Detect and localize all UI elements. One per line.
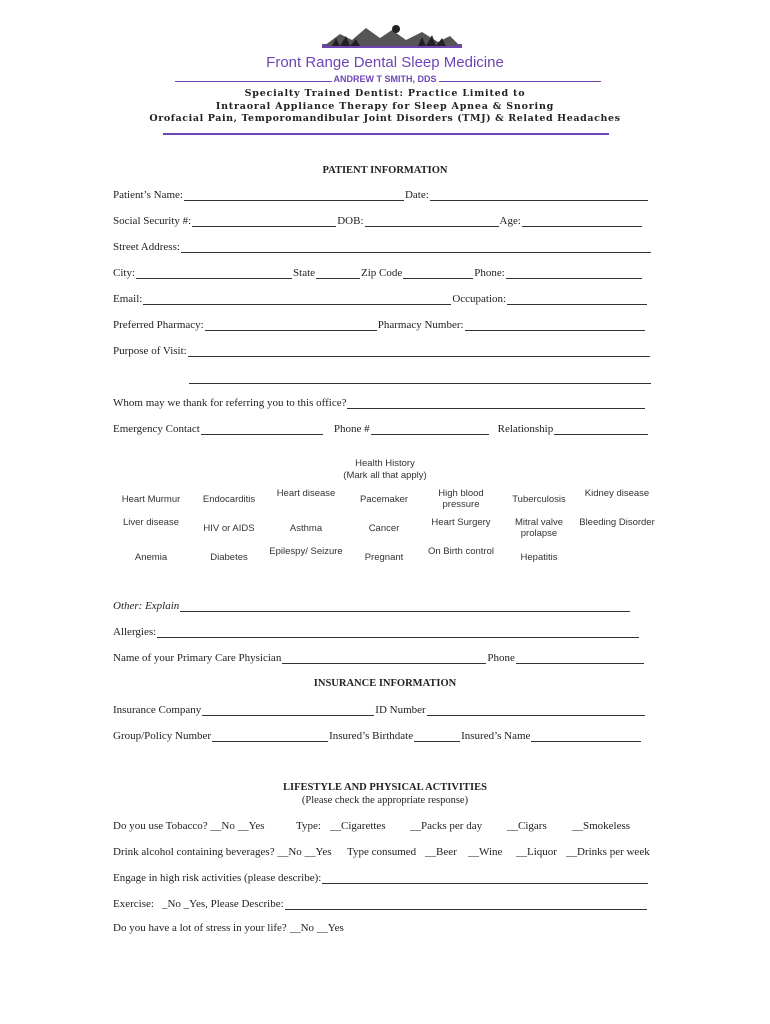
condition-checkbox[interactable]: HIV or AIDS xyxy=(203,523,255,534)
insurance-heading: INSURANCE INFORMATION xyxy=(313,678,457,689)
tobacco-type-label: Type: xyxy=(296,820,321,832)
purpose-field[interactable] xyxy=(188,345,650,357)
id-number-label: ID Number xyxy=(375,704,426,716)
row-city xyxy=(113,267,643,279)
pharmacy-label: Preferred Pharmacy: xyxy=(113,319,204,331)
physician-field[interactable] xyxy=(282,652,486,664)
ssn-label: Social Security #: xyxy=(113,215,192,227)
header-divider xyxy=(163,133,609,135)
other-explain-field[interactable] xyxy=(180,600,630,612)
health-history-subtitle: (Mark all that apply) xyxy=(343,470,427,481)
condition-checkbox[interactable]: Mitral valve prolapse xyxy=(514,517,564,539)
tobacco-question: Do you use Tobacco? __No __Yes xyxy=(113,820,265,832)
condition-checkbox[interactable]: Tuberculosis xyxy=(512,494,566,505)
condition-checkbox[interactable]: Pacemaker xyxy=(359,494,409,505)
phone-label: Phone: xyxy=(474,267,505,279)
emergency-phone-label: Phone # xyxy=(333,423,370,435)
phone-field[interactable] xyxy=(506,267,642,279)
row-name-date xyxy=(113,189,649,201)
row-group xyxy=(113,730,642,742)
patient-info-heading: PATIENT INFORMATION xyxy=(322,165,448,176)
emergency-field[interactable] xyxy=(201,423,323,435)
email-field[interactable] xyxy=(143,293,451,305)
physician-phone-field[interactable] xyxy=(516,652,644,664)
lifestyle-heading: LIFESTYLE AND PHYSICAL ACTIVITIES xyxy=(283,782,487,793)
insured-name-label: Insured’s Name xyxy=(461,730,531,742)
condition-checkbox[interactable]: Endocarditis xyxy=(202,494,256,505)
row-exercise xyxy=(113,898,648,910)
purpose-label: Purpose of Visit: xyxy=(113,345,187,357)
age-field[interactable] xyxy=(522,215,642,227)
birthdate-label: Insured’s Birthdate xyxy=(329,730,414,742)
mountain-logo xyxy=(322,24,462,50)
occupation-label: Occupation: xyxy=(452,293,507,305)
smokeless-option[interactable]: __Smokeless xyxy=(572,820,631,832)
pharmacy-number-label: Pharmacy Number: xyxy=(377,319,464,331)
condition-checkbox[interactable]: Heart Murmur xyxy=(121,494,181,505)
row-street xyxy=(113,241,652,253)
dob-field[interactable] xyxy=(365,215,499,227)
high-risk-field[interactable] xyxy=(322,872,648,884)
condition-checkbox[interactable]: Heart Surgery xyxy=(431,517,491,528)
health-history-title: Health History xyxy=(355,458,415,469)
referral-label: Whom may we thank for referring you to this office? xyxy=(113,397,347,409)
city-field[interactable] xyxy=(136,267,292,279)
row-purpose xyxy=(113,345,651,357)
condition-checkbox[interactable]: Heart disease xyxy=(276,488,336,499)
emergency-phone-field[interactable] xyxy=(371,423,489,435)
exercise-label: Exercise: xyxy=(113,898,154,910)
date-label: Date: xyxy=(404,189,429,201)
birthdate-field[interactable] xyxy=(414,730,460,742)
street-field[interactable] xyxy=(181,241,651,253)
dentist-name: ANDREW T SMITH, DDS xyxy=(333,74,437,84)
emergency-label: Emergency Contact xyxy=(113,423,200,435)
alcohol-question: Drink alcohol containing beverages? __No __Yes xyxy=(113,846,332,858)
row-insurance-company xyxy=(113,704,646,716)
row-high-risk xyxy=(113,872,649,884)
insurance-company-field[interactable] xyxy=(202,704,374,716)
condition-checkbox[interactable]: Asthma xyxy=(289,523,323,534)
condition-checkbox[interactable]: Cancer xyxy=(368,523,400,534)
condition-checkbox[interactable]: Hepatitis xyxy=(520,552,558,563)
beer-option[interactable]: __Beer xyxy=(425,846,457,858)
specialty-line-1: Specialty Trained Dentist: Practice Limited to xyxy=(244,88,526,99)
row-allergies xyxy=(113,626,640,638)
row-pharmacy xyxy=(113,319,646,331)
zip-label: Zip Code xyxy=(361,267,403,279)
condition-checkbox[interactable]: Kidney disease xyxy=(584,488,650,499)
allergies-field[interactable] xyxy=(157,626,639,638)
physician-phone-label: Phone xyxy=(487,652,515,664)
relationship-field[interactable] xyxy=(554,423,648,435)
city-label: City: xyxy=(113,267,136,279)
allergies-label: Allergies: xyxy=(113,626,157,638)
row-email xyxy=(113,293,648,305)
insured-name-field[interactable] xyxy=(531,730,641,742)
relationship-label: Relationship xyxy=(497,423,554,435)
condition-checkbox[interactable]: High blood pressure xyxy=(438,488,484,510)
pharmacy-field[interactable] xyxy=(205,319,377,331)
drinks-per-week-option[interactable]: __Drinks per week xyxy=(566,846,650,858)
cigars-option[interactable]: __Cigars xyxy=(507,820,547,832)
high-risk-label: Engage in high risk activities (please describe): xyxy=(113,872,322,884)
row-physician xyxy=(113,652,645,664)
patient-name-label: Patient’s Name: xyxy=(113,189,183,201)
purpose-field-line-2[interactable] xyxy=(189,372,651,384)
row-referral xyxy=(113,397,646,409)
row-ssn xyxy=(113,215,643,227)
patient-name-field[interactable] xyxy=(184,189,404,201)
stress-question: Do you have a lot of stress in your life? __No __Yes xyxy=(113,922,344,934)
email-label: Email: xyxy=(113,293,143,305)
lifestyle-subtitle: (Please check the appropriate response) xyxy=(301,795,469,806)
state-label: State xyxy=(293,267,316,279)
occupation-field[interactable] xyxy=(507,293,647,305)
type-consumed-label: Type consumed xyxy=(347,846,417,858)
insurance-company-label: Insurance Company xyxy=(113,704,202,716)
physician-label: Name of your Primary Care Physician xyxy=(113,652,282,664)
exercise-options[interactable]: _No _Yes, Please Describe: xyxy=(161,898,284,910)
specialty-line-3: Orofacial Pain, Temporomandibular Joint Disorders (TMJ) & Related Headaches xyxy=(149,113,621,124)
referral-field[interactable] xyxy=(347,397,645,409)
condition-checkbox[interactable]: Liver disease xyxy=(123,517,179,528)
liquor-option[interactable]: __Liquor xyxy=(516,846,557,858)
id-number-field[interactable] xyxy=(427,704,645,716)
packs-per-day-option[interactable]: __Packs per day xyxy=(410,820,483,832)
date-field[interactable] xyxy=(430,189,648,201)
practice-name: Front Range Dental Sleep Medicine xyxy=(266,54,504,71)
exercise-field[interactable] xyxy=(285,898,647,910)
group-field[interactable] xyxy=(212,730,328,742)
condition-checkbox[interactable]: Diabetes xyxy=(210,552,248,563)
state-field[interactable] xyxy=(316,267,360,279)
age-label: Age: xyxy=(499,215,521,227)
zip-field[interactable] xyxy=(403,267,473,279)
cigarettes-option[interactable]: __Cigarettes xyxy=(330,820,386,832)
group-label: Group/Policy Number xyxy=(113,730,212,742)
dob-label: DOB: xyxy=(337,215,364,227)
condition-checkbox[interactable]: Bleeding Disorder xyxy=(579,517,655,528)
pharmacy-number-field[interactable] xyxy=(465,319,645,331)
ssn-field[interactable] xyxy=(192,215,336,227)
condition-checkbox[interactable]: Anemia xyxy=(134,552,168,563)
street-label: Street Address: xyxy=(113,241,180,253)
specialty-line-2: Intraoral Appliance Therapy for Sleep Apnea & Snoring xyxy=(215,101,555,112)
row-emergency xyxy=(113,423,649,435)
other-explain-label: Other: Explain xyxy=(113,600,180,612)
row-other xyxy=(113,600,631,612)
condition-checkbox[interactable]: Pregnant xyxy=(364,552,404,563)
condition-checkbox[interactable]: Epilespy/ Seizure xyxy=(269,546,343,557)
condition-checkbox[interactable]: On Birth control xyxy=(428,546,494,557)
wine-option[interactable]: __Wine xyxy=(468,846,503,858)
